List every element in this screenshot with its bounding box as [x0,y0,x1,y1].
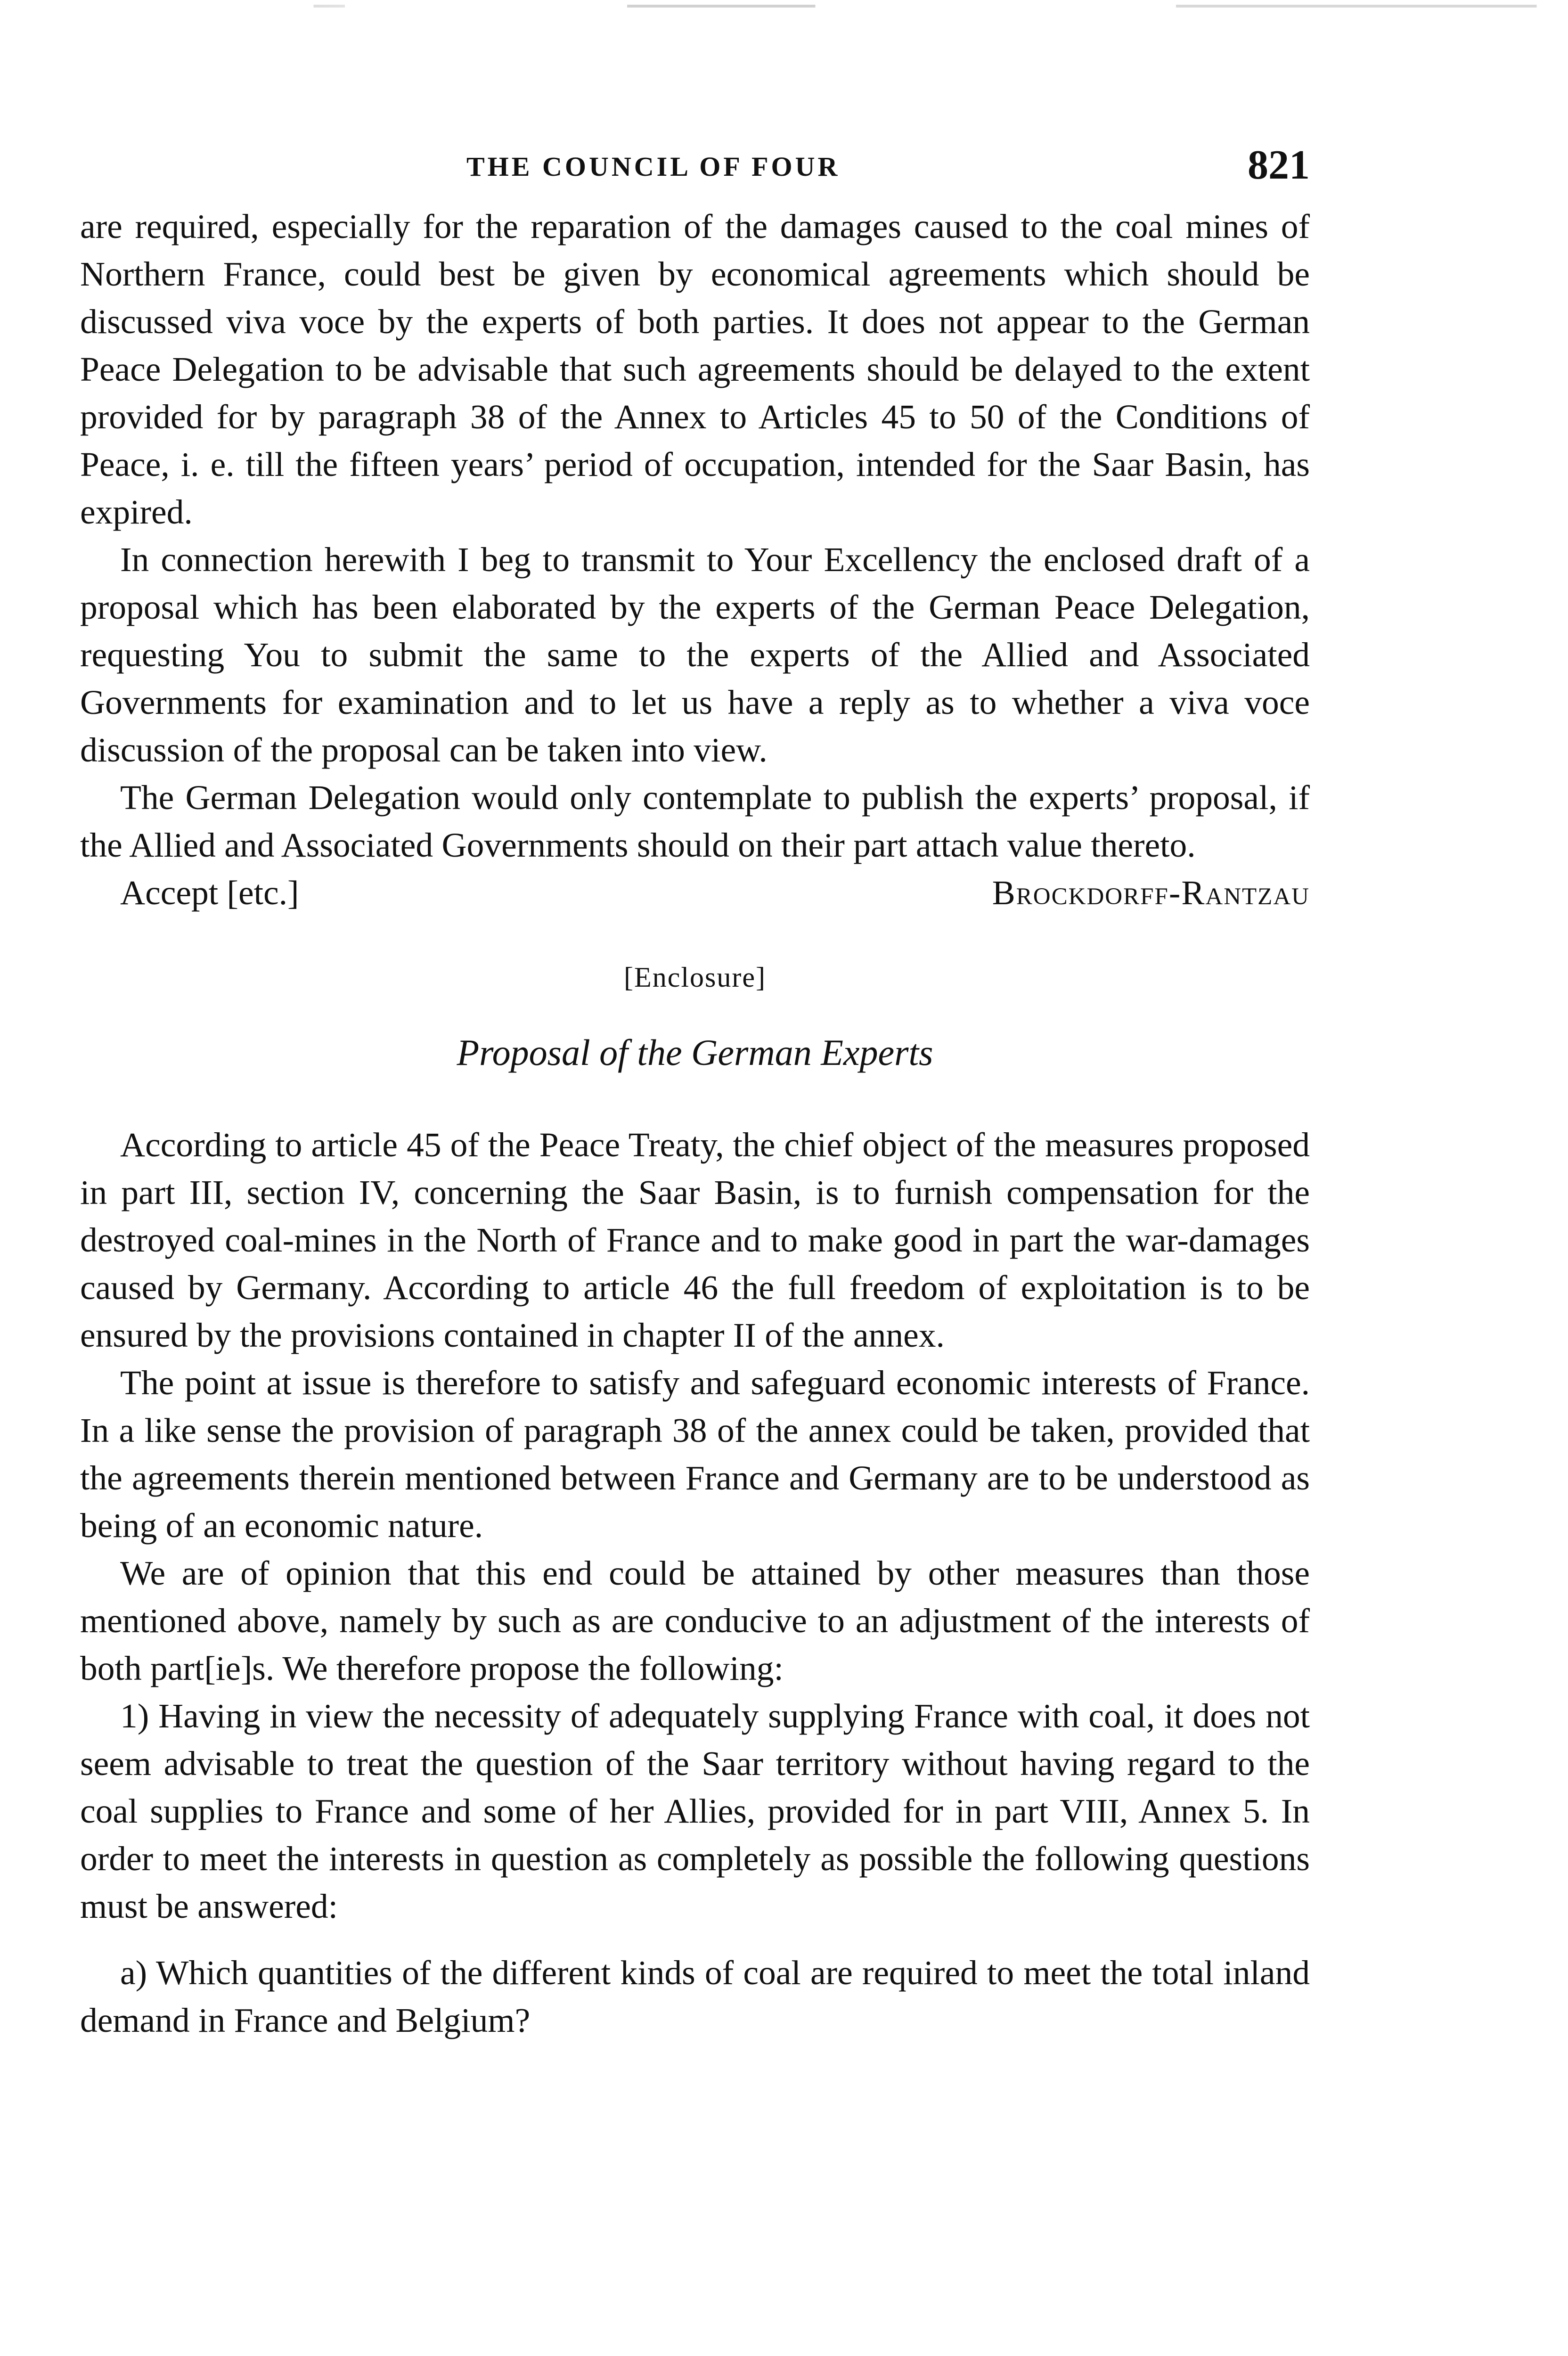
enclosure-paragraph-4: 1) Having in view the necessity of adequately supplying France with coal, it does not seem advisable to treat the question of the Saar territory without having regard to the coal supplies to France and some of her Allies, provided for in part VIII, Annex 5. In order to meet the interests in question as completely as possible the following questions must be answered: [80,1697,1310,1925]
signature: Brockdorff-Rantzau [992,874,1310,912]
enclosure-label: [Enclosure] [624,962,766,993]
letter-paragraph-1: are required, especially for the reparation of the damages caused to the coal mines of Northern France, could best be given by economical agreements which should be discussed viva voce by the experts of both parties. It does not appear to the German Peace Delegation to be advisable that such agreements should be delayed to the extent provided for by paragraph 38 of the Annex to Articles 45 to 50 of the Conditions of Peace, i. e. till the fifteen years’ period of occupation, intended for the Saar Basin, has expired. [80,207,1310,531]
running-head [80,141,1310,203]
closing-text: Accept [etc.] [120,874,299,912]
page-number: 821 [1248,142,1310,188]
enclosure-title: Proposal of the German Experts [457,1032,933,1073]
enclosure-question-a: a) Which quantities of the different kinds of coal are required to meet the total inland demand in France and Belgium? [80,1954,1310,2039]
scan-edge-artifact [0,5,1568,8]
document-page [80,141,1310,2044]
signoff-row [80,869,1310,916]
enclosure-paragraph-3: We are of opinion that this end could be attained by other measures than those mentioned above, namely by such as are conducive to an adjustment of the interests of both part[ie]s. We therefore propose the following: [80,1554,1310,1687]
running-title: THE COUNCIL OF FOUR [466,151,841,182]
letter-paragraph-3: The German Delegation would only contemplate to publish the experts’ proposal, if the Allied and Associated Governments should on their part attach value thereto. [80,778,1310,864]
letter-paragraph-2: In connection herewith I beg to transmit to Your Excellency the enclosed draft of a proposal which has been elaborated by the experts of the German Peace Delegation, requesting You to submit the same to the experts of the Allied and Associated Governments for examination and to let us have a reply as to whether a viva voce discussion of the proposal can be taken into view. [80,540,1310,769]
paragraph-gap [80,1930,1310,1949]
enclosure-paragraph-2: The point at issue is therefore to satisfy and safeguard economic interests of France. In a like sense the provision of paragraph 38 of the annex could be taken, provided that the agreements therein mentioned between France and Germany are to be understood as being of an economic nature. [80,1364,1310,1545]
enclosure-paragraph-1: According to article 45 of the Peace Treaty, the chief object of the measures proposed in part III, section IV, concerning the Saar Basin, is to furnish compensation for the destroyed coal-mines in the North of France and to make good in part the war-damages caused by Germany. According to article 46 the full freedom of exploitation is to be ensured by the provisions contained in chapter II of the annex. [80,1126,1310,1354]
